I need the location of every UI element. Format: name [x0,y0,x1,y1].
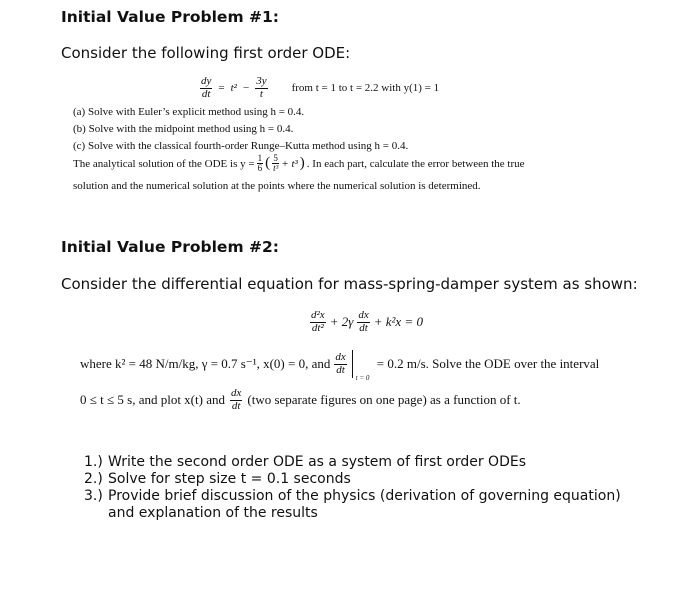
analytic-solution: The analytical solution of the ODE is y = $\frac{1}{6}$ ( $\frac{5}{\text{t³}}$ + t³ ) . In each part, calculate the error between the true [73,153,525,174]
one-sixth-fraction: $\frac{1}{6}$ [257,153,263,174]
analytic-line2: solution and the numerical solution at the points where the numerical solution is determined. [73,180,481,192]
problem1-equation: $\frac{dy}{dt}$ = t² − $\frac{3y}{t}$ from t = 1 to t = 2.2 with y(1) = 1 [201,75,440,100]
task-item: 2.) Solve for step size t = 0.1 seconds [84,471,351,487]
problem1-intro: Consider the following first order ODE: [61,44,351,62]
problem2-title: Initial Value Problem #2: [61,238,279,256]
task-list [84,454,621,522]
part-a: (a) Solve with Euler’s explicit method using h = 0.4. [73,106,305,118]
dx-dt-initial-fraction: $\frac{dx}{dt}$ [335,350,346,376]
task-item: 1.) Write the second order ODE as a system of first order ODEs [84,454,526,470]
open-paren: ( [265,155,271,172]
five-over-t3-fraction: $\frac{5}{\text{t³}}$ [273,153,279,174]
part-c: (c) Solve with the classical fourth-order Runge–Kutta method using h = 0.4. [73,140,409,152]
where-line: where k² = 48 N/m/kg, γ = 0.7 s⁻¹, x(0) = 0, and $\frac{dx}{dt}$ t = 0 = 0.2 m/s. Solve the ODE over the interval [80,350,600,382]
task-item-continuation: and explanation of the results [108,505,318,521]
dx-dt-fraction: $\frac{dx}{dt}$ [358,309,369,334]
dy-dt-fraction: $\frac{dy}{dt}$ [201,75,212,100]
close-paren: ) [299,155,305,172]
evaluation-bar: t = 0 [352,350,353,378]
task-item: 3.) Provide brief discussion of the physics (derivation of governing equation) [84,488,621,504]
dx-dt-plot-fraction: $\frac{dx}{dt}$ [230,387,242,412]
d2x-dt2-fraction: $\frac{\text{d²x}}{\text{dt²}}$ [311,309,325,334]
interval-line: 0 ≤ t ≤ 5 s, and plot x(t) and $\frac{dx}{dt}$ (two separate figures on one page) as a function of t. [80,387,521,412]
3y-t-fraction: $\frac{3y}{t}$ [256,75,267,100]
problem2-equation: $\frac{\text{d²x}}{\text{dt²}}$ + 2γ $\frac{dx}{dt}$ + k²x = 0 [311,309,423,334]
problem2-intro: Consider the differential equation for mass-spring-damper system as shown: [61,275,638,293]
problem1-title: Initial Value Problem #1: [61,8,279,26]
range-text: from t = 1 to t = 2.2 with y(1) = 1 [291,82,440,95]
part-b: (b) Solve with the midpoint method using h = 0.4. [73,123,294,135]
